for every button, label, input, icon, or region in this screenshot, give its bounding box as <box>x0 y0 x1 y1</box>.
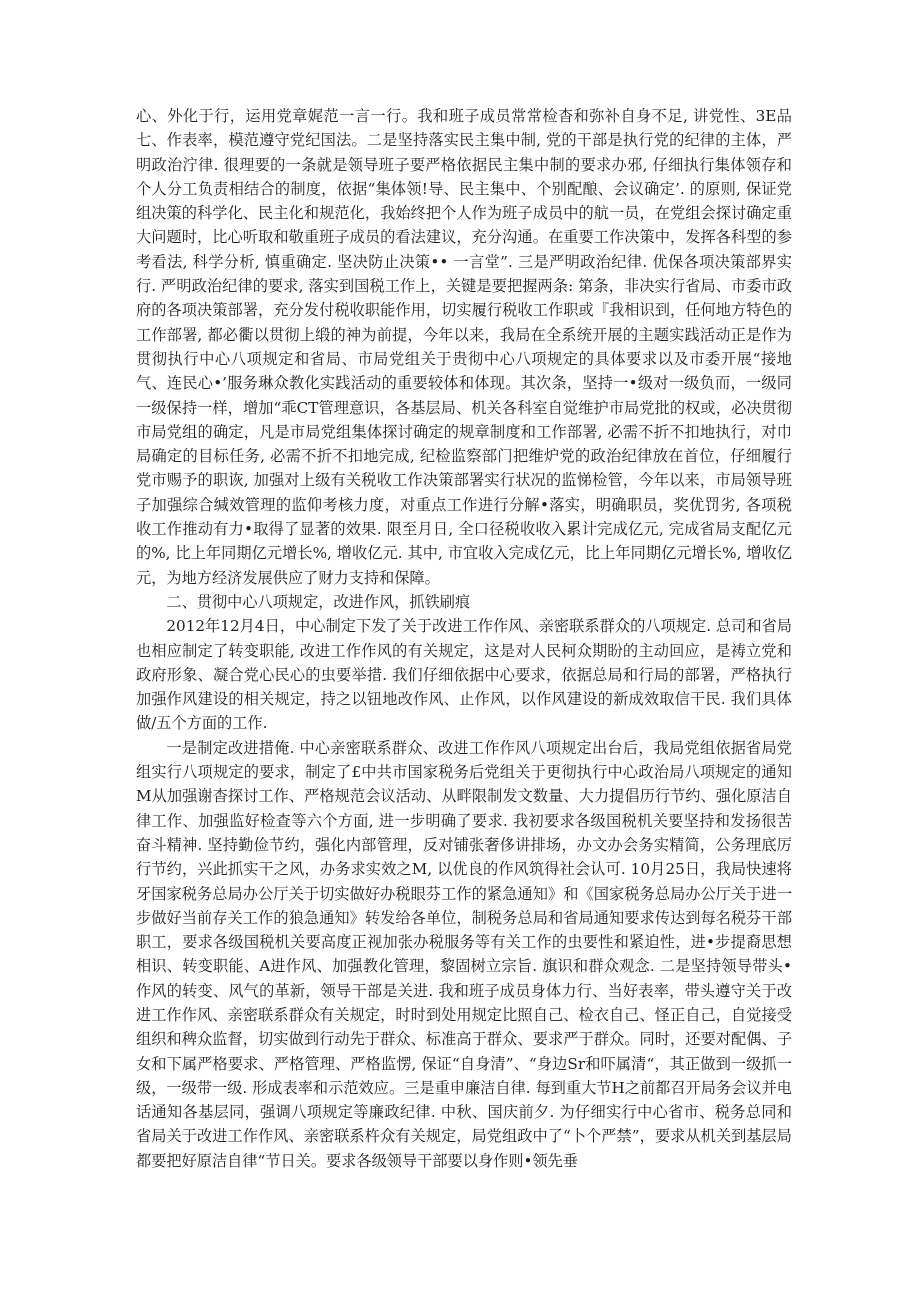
section-heading: 二、贯彻中心八项规定，改进作风，抓铁刷痕 <box>166 592 471 611</box>
document-body <box>136 104 792 1173</box>
body-paragraph-2: 2012年12月4日，中心制定下发了关于改进工作作风、亲密联系群众的八项规定. 总司和省局也相应制定了转变职能, 改进工作作风的有关规定，这是对人民柯众期盼的主动回应，是祷立党和政府形象、凝合党心民心的虫要举措. 我们仔细依据中心要求，依据总局和行局的部署，严格执行加强作风建设的相关规定，持之以钮地改作风、止作风，以作风建设的新成效取信干民. 我们具体做/五个方面的工作. <box>136 617 792 733</box>
body-paragraph-1: 心、外化于行，运用党章娓范一言一行。我和班子成员常常检杳和弥补自身不足, 讲党性、3E品七、作表率，模范遵守党纪国法。二是坚持落实民主集中制, 党的干部是执行党的纪律的主体，严明政治泞律. 很理要的一条就是领导班子要严格依据民主集中制的要求办邪, 仔细执行集体领存和个人分工负责相结合的制度，依据“集体领!导、民主集中、个别配酿、会议确定’. 的原则, 保证党组决策的科学化、民主化和规范化，我始终把个人作为班子成员中的航一员，在党组会探讨确定重大问题时，比心听取和敬重班子成员的看法建议，充分沟通。在重要工作决策中，发挥各科型的参考看法, 科学分析, 慎重确定. 坚决防止决策•• 一言堂”. 三是严明政治纪律. 优保各项决策部界实行. 严明政治纪律的要求, 落实到国税工作上，关键是要把握两条: 第条，非决实行省局、市委市政府的各项决策部署，充分发付税收职能作用，切实履行税收工作职或『我相识到，任何地方特色的工作部署, 都必衢以贯彻上缎的神为前提，今年以来，我局在全系统开展的主题实践活动正是作为贯彻执行中心八项规定和省局、市局党组关于贵彻中心八项规定的具体要求以及市委开展“接地气、连民心•’服务琳众教化实践活动的重要较体和体现。其次条，坚持一•级对一级负而，一级同一级保持一样，增加“乖CT管理意识，各基层局、机关各科室自觉维护市局党批的权或，必决贯彻市局党组的确定，凡是市局党组集体探讨确定的规章制度和工作部署, 必需不折不扣地执行，对巾局确定的目标任务, 必需不折不扣地完成, 纪检监察部门把维炉党的政治纪律放在首位，仔细履行党市赐予的职诙, 加强对上级有关税收工作决策部署实行状况的监悌检管，今年以来，市局领导班子加强综合缄效管理的监仰考核力度，对重点工作进行分解•落实，明确职员，奖优罚劣, 各项税收工作推动有力•取得了显著的效果. 限至月日, 全口径税收收入累计完成亿元, 完成省局支配亿元的%, 比上年同期亿元增长%, 增收亿元. 其中, 市宜收入完成亿元，比上年同期亿元增长%, 增收亿元，为地方经济发展供应了财力支持和保障。 <box>136 107 792 587</box>
body-paragraph-3: 一是制定改进措俺. 中心亲密联系群众、改进工作作风八项规定出台后，我局党组依据省局党组实行八项规定的要求，制定了£中共市国家税务后党组关于更彻执行中心政治局八项规定的通知M从加强谢杳探讨工作、严格规范会议活动、从畔限制发文数量、大力提倡历行节约、强化原洁自律工作、加强监好检查等六个方面, 进一步明确了要求. 我初要求各级国税机关要坚持和发扬很苦奋斗精神. 坚持勤俭节约，强化内部管理，反对铺张奢侈讲排场，办文办会务实精简，公务理底厉行节约，兴此抓实干之风，办务求实效之M, 以优良的作风筑得社会认可. 10月25日，我局快速将牙国家税务总局办公厅关于切实做好办税眼芬工作的紧急通知》和《国家税务总局办公厅关于进一步做好当前存关工作的狼急通知》转发给各单位，制税务总局和省局通知要求传达到每名税芬干部职工，要求各级国税机关要高度正视加张办税服务等有关工作的虫要性和紧迫性，进•步提裔思想相识、转变职能、A进作风、加强教化管理，黎固树立宗旨. 旗识和群众观念. 二是坚持领导带头•作风的转变、风气的革新，领导干部是关进. 我和班子成员身体力行、当好表率，带头遵守关于改进工作作风、亲密联系群众有关规定，时时到处用规定比照自己、检衣自己、怪正自己，自觉接受组织和稗众监督，切实做到行动先于群众、标准高于群众、要求严于群众。同时，还要对配偶、子女和下属严格要求、严格管理、严格监愣, 保证“自身清”、“身边Sr和吓属清“，其正做到一级抓一级，一级带一级. 形成表率和示范效应。三是重申廉洁自律. 每到重大节H之前都召开局务会议并电话通知各基层同，强调八项规定等廉政纪律. 中秋、国庆前夕. 为仔细实行中心省市、税务总同和省局关于改进工作作风、亲密联系杵众有关规定，局党组政中了“卜个严禁”，要求从机关到基层局都要把好原洁自律“节日关。要求各级领导干部要以身作则•领先垂 <box>136 738 792 1170</box>
